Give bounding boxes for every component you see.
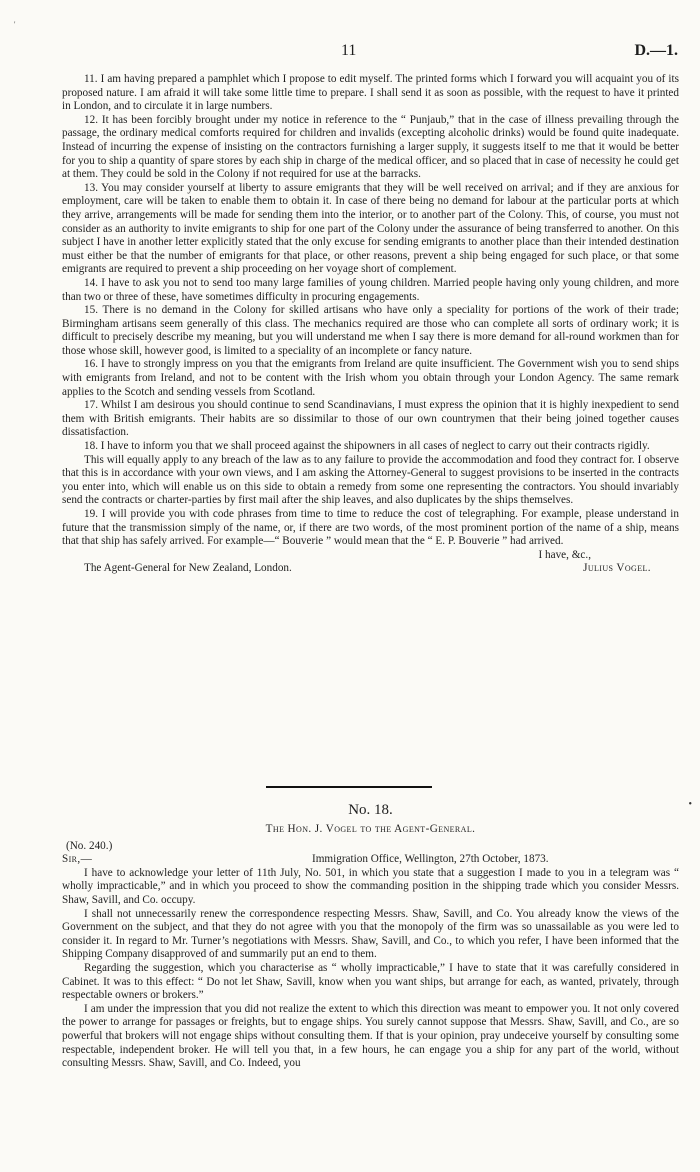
- paragraph-2: I shall not unnecessarily renew the correspondence respecting Messrs. Shaw, Savill, and Co. You already know the views of the Government on the subject, and that they do not agree with you that the monopoly of the firm was so unassailable as you were led to consider it. In regard to Mr. Turner’s negotiations with Messrs. Shaw, Savill, and Co., to which you refer, I have been informed that the Shipping Company disapproved of and summarily put an end to them.: [62, 907, 679, 961]
- paragraph-18-continued: This will equally apply to any breach of the law as to any failure to provide the accommodation and food they contract for. I observe that this is in accordance with your own views, and I am asking the Attorney-General to suggest provisions to be inserted in the contracts you enter into, which will enable us on this side to obtain a remedy from some one representing the contractors. You should invariably send the contracts or charter-parties by first mail after the ship leaves, and also duplicates by the ships themselves.: [62, 453, 679, 507]
- page-header: [0, 44, 700, 62]
- paragraph-11: 11. I am having prepared a pamphlet which I propose to edit myself. The printed forms which I forward you will acquaint you of its proposed nature. I am afraid it will take some little time to prepare. I shall send it as soon as possible, with the request to have it printed in London, and to circulate it in large numbers.: [62, 73, 679, 113]
- paragraph-13: 13. You may consider yourself at liberty to assure emigrants that they will be well received on arrival; and if they are anxious for employment, care will be taken to enable them to obtain it. In case of there being no demand for labour at the particular ports at which they arrive, arrangements will be made for sending them into the interior, or to another part of the Colony. This, of course, you must not consider as an authority to invite emigrants to ship for one part of the Colony under the assurance of being transferred to another. On this subject I have in another letter explicitly stated that the only excuse for sending emigrants to another place than their intended destination must either be that the number of emigrants for that place, or other reasons, prevent a ship being engaged for such place, or that some emigrants are required to prevent a ship proceeding on her voyage short of complement.: [62, 181, 679, 276]
- margin-mark: ': [14, 20, 16, 29]
- salutation: Sir,—: [62, 853, 93, 866]
- document-reference: D.—1.: [634, 42, 678, 59]
- paragraph-15: 15. There is no demand in the Colony for skilled artisans who have only a speciality for portions of the work of their trade; Birmingham artisans seem generally of this class. The mechanics required are those who can complete all sorts of ordinary work; it is difficult to precisely describe my meaning, but you will understand me when I say there is more demand for all-round workmen than for those whose skill, however good, is limited to a speciality of an incomplete or fancy nature.: [62, 304, 679, 357]
- letter-number-heading: No. 18.: [348, 802, 393, 818]
- section-divider: [266, 786, 432, 788]
- signature: Julius Vogel.: [583, 562, 651, 575]
- paragraph-3: Regarding the suggestion, which you characterise as “ wholly impracticable,” I have to state that it was carefully considered in Cabinet. It was to this effect: “ Do not let Shaw, Savill, know when you want ships, but arrange for each, as wanted, privately, through respectable owners or brokers.”: [62, 961, 679, 1002]
- paragraph-12: 12. It has been forcibly brought under my notice in reference to the “ Punjaub,” that in the case of illness prevailing through the passage, the ordinary medical comforts required for children and invalids (excepting alcoholic drinks) would be found quite inadequate. Instead of incurring the expense of insisting on the contractors furnishing a larger supply, it suggests itself to me that it would be better for you to ship a quantity of spare stores by each ship in charge of the medical officer, and so placed that in case of necessity he could get at them. They could be sold in the Colony if not required for use at the barracks.: [62, 113, 679, 181]
- letter-reference: (No. 240.): [66, 839, 113, 852]
- paragraph-19: 19. I will provide you with code phrases from time to time to reduce the cost of telegraphing. For example, please understand in future that the transmission simply of the name, or, if there are two words, of the most prominent portion of the name of a ship, means that that ship has safely arrived. For example—“ Bouverie ” would mean that the “ E. P. Bouverie ” had arrived.: [62, 508, 679, 548]
- letter-continuation: [62, 73, 679, 576]
- paragraph-16: 16. I have to strongly impress on you that the emigrants from Ireland are quite insufficient. The Government wish you to send ships with emigrants from Ireland, and not to be content with the Irish whom you obtain through your London Agency. The same remark applies to the Scotch and sending vessels from Scotland.: [62, 358, 679, 398]
- closing-phrase: I have, &c.,: [538, 548, 591, 561]
- margin-dot: •: [688, 799, 692, 810]
- paragraph-14: 14. I have to ask you not to send too many large families of young children. Married people having only young children, and more than two or three of these, have sometimes difficulty in procuring engagements.: [62, 276, 679, 303]
- salutation-row: [62, 853, 679, 867]
- paragraph-1: I have to acknowledge your letter of 11th July, No. 501, in which you state that a suggestion I made to you in a telegram was “ wholly impracticable,” and in which you proceed to show the commanding position in the shipping trade which you consider Messrs. Shaw, Savill, and Co. occupy.: [62, 866, 679, 906]
- dateline: Immigration Office, Wellington, 27th October, 1873.: [312, 853, 549, 866]
- paragraph-18: 18. I have to inform you that we shall proceed against the shipowners in all cases of neglect to carry out their contracts rigidly.: [84, 440, 650, 453]
- paragraph-4: I am under the impression that you did not realize the extent to which this direction was meant to empower you. It not only covered the power to arrange for passages or freights, but to engage ships. You surely cannot suppose that Messrs. Shaw, Savill, and Co., are so powerful that brokers will not engage ships without consulting them. If that is your opinion, pray undeceive yourself by consulting some respectable, independent broker. He will tell you that, in a few hours, he can engage you a ship for any part of the world, without consulting Messrs. Shaw, Savill, and Co. Indeed, you: [62, 1002, 679, 1070]
- letter-no-18: [62, 800, 679, 1071]
- addressee: The Agent-General for New Zealand, London.: [84, 562, 292, 575]
- paragraph-17: 17. Whilst I am desirous you should continue to send Scandinavians, I must express the opinion that it is highly inexpedient to send them with British emigrants. Their habits are so dissimilar to those of our own countrymen that their being joined together causes dissatisfaction.: [62, 399, 679, 439]
- letter-subheading: The Hon. J. Vogel to the Agent-General.: [265, 823, 476, 835]
- page-number: 11: [341, 42, 357, 59]
- signature-row: [62, 562, 679, 576]
